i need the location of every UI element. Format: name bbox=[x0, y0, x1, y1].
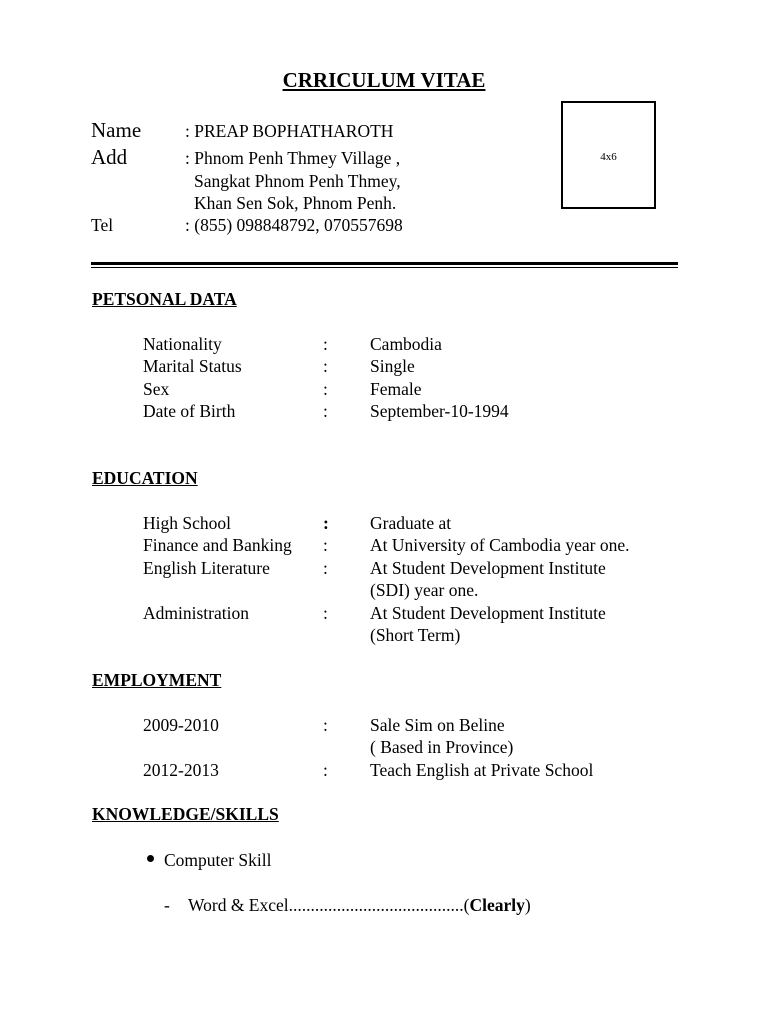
address-line-1: : Phnom Penh Thmey Village , bbox=[185, 148, 401, 168]
photo-placeholder bbox=[561, 101, 656, 209]
row-colon: : bbox=[323, 715, 328, 735]
personal-heading: PETSONAL DATA bbox=[92, 289, 237, 309]
row-colon: : bbox=[323, 603, 328, 623]
row-label: 2012-2013 bbox=[143, 760, 219, 780]
tel-value: : (855) 098848792, 070557698 bbox=[185, 215, 403, 235]
row-value: Sale Sim on Beline bbox=[370, 715, 505, 735]
row-value: Graduate at bbox=[370, 513, 452, 533]
row-label: Date of Birth bbox=[143, 401, 236, 421]
row-label: Nationality bbox=[143, 334, 222, 354]
name-value: : PREAP BOPHATHAROTH bbox=[185, 121, 394, 141]
row-colon: : bbox=[323, 558, 328, 578]
divider-thin bbox=[91, 267, 678, 268]
row-value: Teach English at Private School bbox=[370, 760, 594, 780]
address-label: Add bbox=[91, 145, 128, 169]
row-value: Female bbox=[370, 379, 422, 399]
row-label: High School bbox=[143, 513, 231, 533]
skill-item bbox=[188, 895, 531, 916]
bullet-icon bbox=[147, 855, 154, 862]
skill-item-end: ) bbox=[524, 895, 531, 915]
row-colon: : bbox=[323, 760, 328, 780]
education-heading: EDUCATION bbox=[92, 468, 198, 488]
tel-label: Tel bbox=[91, 215, 114, 235]
row-colon: : bbox=[323, 334, 328, 354]
row-value-continued: ( Based in Province) bbox=[370, 737, 514, 757]
row-colon: : bbox=[323, 401, 328, 421]
row-value: Cambodia bbox=[370, 334, 442, 354]
row-colon: : bbox=[323, 379, 328, 399]
skill-item-dash: - bbox=[164, 895, 170, 915]
skill-level: Clearly bbox=[469, 895, 525, 915]
row-label: Finance and Banking bbox=[143, 535, 292, 555]
row-colon: : bbox=[323, 356, 328, 376]
row-value: Single bbox=[370, 356, 415, 376]
row-value-continued: (SDI) year one. bbox=[370, 580, 479, 600]
row-value: September-10-1994 bbox=[370, 401, 509, 421]
address-line-3: Khan Sen Sok, Phnom Penh. bbox=[194, 193, 397, 213]
address-line-2: Sangkat Phnom Penh Thmey, bbox=[194, 171, 401, 191]
row-colon: : bbox=[323, 535, 328, 555]
name-label: Name bbox=[91, 118, 142, 142]
employment-heading: EMPLOYMENT bbox=[92, 670, 222, 690]
row-label: Administration bbox=[143, 603, 249, 623]
row-label: 2009-2010 bbox=[143, 715, 219, 735]
photo-size-label: 4x6 bbox=[600, 151, 617, 163]
row-label: English Literature bbox=[143, 558, 270, 578]
page-title: CRRICULUM VITAE bbox=[282, 68, 486, 92]
row-label: Sex bbox=[143, 379, 170, 399]
row-value: At University of Cambodia year one. bbox=[370, 535, 630, 555]
row-colon: : bbox=[323, 513, 329, 533]
row-value: At Student Development Institute bbox=[370, 603, 606, 623]
skill-bullet-label: Computer Skill bbox=[164, 850, 272, 870]
row-label: Marital Status bbox=[143, 356, 242, 376]
skills-heading: KNOWLEDGE/SKILLS bbox=[92, 804, 279, 824]
row-value-continued: (Short Term) bbox=[370, 625, 461, 645]
divider-thick bbox=[91, 262, 678, 265]
row-value: At Student Development Institute bbox=[370, 558, 606, 578]
skill-item-text: Word & Excel........................................( bbox=[188, 895, 470, 915]
